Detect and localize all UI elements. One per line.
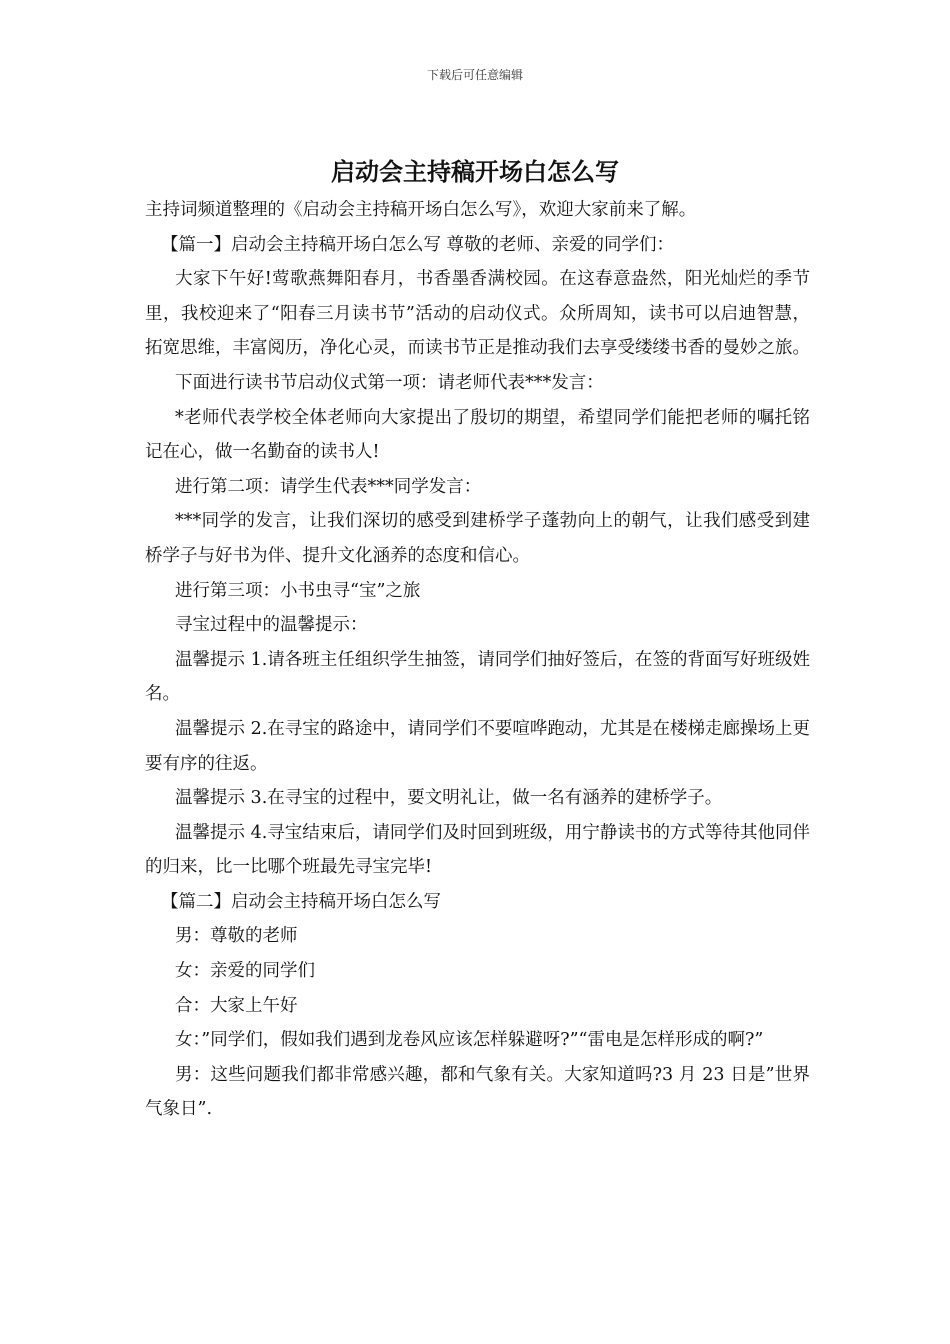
- tip-paragraph: 温馨提示 1.请各班主任组织学生抽签，请同学们抽好签后，在签的背面写好班级姓名。: [145, 649, 810, 705]
- section-heading-2: 【篇二】启动会主持稿开场白怎么写: [161, 891, 441, 912]
- paragraph: 进行第二项：请学生代表***同学发言：: [175, 476, 482, 497]
- intro-paragraph: 主持词频道整理的《启动会主持稿开场白怎么写》，欢迎大家前来了解。: [145, 200, 697, 220]
- header-note: 下载后可任意编辑: [426, 68, 523, 82]
- dialogue-line: 女：亲爱的同学们: [175, 961, 315, 982]
- dialogue-line: 男：这些问题我们都非常感兴趣，都和气象有关。大家知道吗?3 月 23 日是”世界气象日”.: [145, 1064, 810, 1120]
- dialogue-line: 合：大家上午好: [175, 995, 298, 1016]
- paragraph: ***同学的发言，让我们深切的感受到建桥学子蓬勃向上的朝气，让我们感受到建桥学子与好书为伴、提升文化涵养的态度和信心。: [145, 511, 810, 566]
- dialogue-line: 女：”同学们，假如我们遇到龙卷风应该怎样躲避呀?”“雷电是怎样形成的啊?”: [175, 1030, 764, 1051]
- tip-paragraph: 温馨提示 2.在寻宝的路途中，请同学们不要喧哗跑动，尤其是在楼梯走廊操场上更要有序的往返。: [145, 718, 810, 774]
- paragraph: 下面进行读书节启动仪式第一项：请老师代表***发言：: [175, 372, 604, 393]
- tip-paragraph: 温馨提示 3.在寻宝的过程中，要文明礼让，做一名有涵养的建桥学子。: [175, 788, 723, 809]
- tip-paragraph: 温馨提示 4.寻宝结束后，请同学们及时回到班级，用宁静读书的方式等待其他同伴的归来，比一比哪个班最先寻宝完毕!: [145, 822, 810, 878]
- paragraph: 寻宝过程中的温馨提示：: [175, 615, 368, 636]
- paragraph: 进行第三项：小书虫寻“宝”之旅: [175, 580, 421, 601]
- document-title: 启动会主持稿开场白怎么写: [331, 158, 619, 186]
- paragraph: *老师代表学校全体老师向大家提出了殷切的期望，希望同学们能把老师的嘱托铭记在心，做一名勤奋的读书人!: [145, 407, 810, 463]
- document-body: [145, 193, 810, 1127]
- paragraph: 大家下午好!莺歌燕舞阳春月，书香墨香满校园。在这春意盎然，阳光灿烂的季节里，我校迎来了“阳春三月读书节”活动的启动仪式。众所周知，读书可以启迪智慧，拓宽思维，丰富阅历，净化心灵，而读书节正是推动我们去享受缕缕书香的曼妙之旅。: [145, 269, 810, 359]
- dialogue-line: 男：尊敬的老师: [175, 926, 298, 947]
- section-heading-1: 【篇一】启动会主持稿开场白怎么写 尊敬的老师、亲爱的同学们：: [161, 234, 675, 255]
